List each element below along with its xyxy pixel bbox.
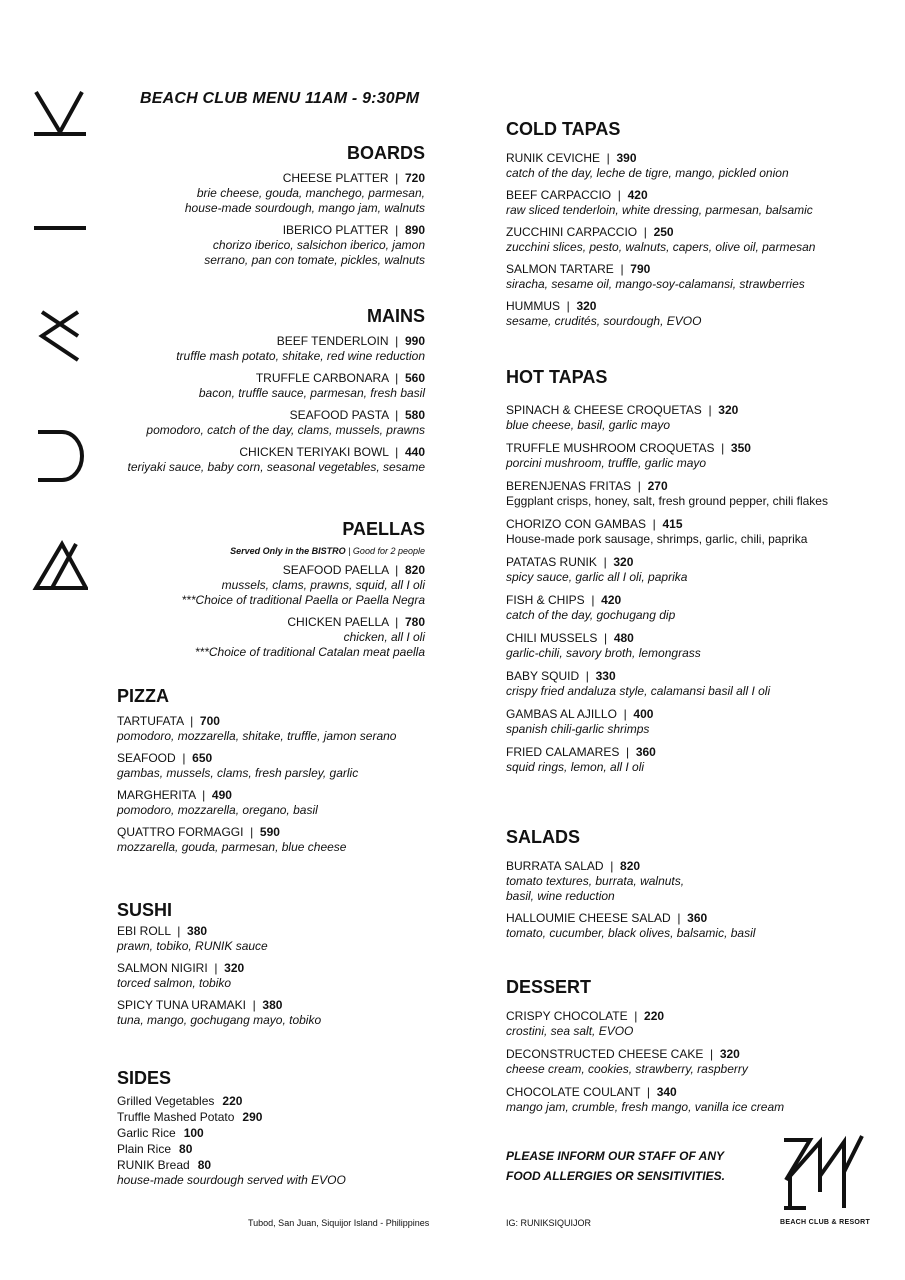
item-name-line [506,668,886,684]
item-description: House-made pork sausage, shrimps, garlic, chili, paprika [506,532,808,546]
item-price: 400 [633,707,654,721]
item-name-line [506,516,886,532]
item-description: chicken, all I oli [343,630,425,644]
price-separator: | [183,714,200,728]
item-description: crispy fried andaluza style, calamansi basil all I oli [506,684,771,698]
item-name: TARTUFATA [117,714,184,728]
item-name: HALLOUMIE CHEESE SALAD [506,911,671,925]
side-item [117,1157,437,1173]
item-name-line [110,222,425,238]
item-price: 890 [404,223,425,237]
item-name-line [506,478,886,494]
item-description: raw sliced tenderloin, white dressing, parmesan, balsamic [506,203,813,217]
item-description: blue cheese, basil, garlic mayo [506,418,671,432]
menu-item [506,516,886,547]
page-title: BEACH CLUB MENU 11AM - 9:30PM [140,90,420,107]
item-name: CHEESE PLATTER [282,171,389,185]
side-item [117,1125,437,1141]
item-description: brie cheese, gouda, manchego, parmesan, [196,186,425,200]
rune-u-icon [32,200,88,256]
menu-item [506,150,886,181]
section-title: BOARDS [346,143,425,163]
section-title: MAINS [367,306,425,326]
menu-items [117,713,437,855]
price-separator: | [701,403,719,417]
side-item [117,1141,437,1157]
item-name-line [506,858,886,874]
logo-tagline: BEACH CLUB & RESORT [780,1219,871,1226]
price-separator: | [646,517,663,531]
price-separator: | [195,788,212,802]
side-name: Plain Rice [117,1142,172,1156]
section-title: SALADS [506,827,581,847]
item-price: 270 [647,479,668,493]
menu-item [506,592,886,623]
section-dessert [506,977,886,1122]
price-separator: | [560,299,577,313]
side-price: 100 [183,1126,204,1140]
item-description: chorizo iberico, salsichon iberico, jamon [212,238,425,252]
item-name-line [506,910,886,926]
item-price: 390 [616,151,637,165]
menu-item [117,960,437,991]
menu-item [506,478,886,509]
menu-item [506,440,886,471]
item-name: CHICKEN PAELLA [287,615,389,629]
section-title: SUSHI [117,900,173,920]
menu-item [110,370,425,401]
item-price: 320 [719,1047,740,1061]
menu-item [117,750,437,781]
rune-k-icon [32,538,88,594]
price-separator: | [603,859,621,873]
section-mains [110,306,425,481]
item-price: 360 [635,745,656,759]
item-name: HUMMUS [506,299,560,313]
item-description: Eggplant crisps, honey, salt, fresh ground pepper, chili flakes [506,494,828,508]
item-name-line [506,706,886,722]
item-name-line [110,333,425,349]
item-name-line [110,407,425,423]
item-name-line [110,614,425,630]
menu-item [117,923,437,954]
menu-item [506,1008,886,1039]
item-price: 320 [224,961,245,975]
item-name: FRIED CALAMARES [506,745,620,759]
item-name-line [117,824,437,840]
section-salads [506,827,886,947]
item-name: BERENJENAS FRITAS [506,479,632,493]
sides-note: house-made sourdough served with EVOO [117,1173,346,1187]
item-description: torced salmon, tobiko [117,976,232,990]
item-description: catch of the day, gochugang dip [506,608,676,622]
item-name: GAMBAS AL AJILLO [506,707,617,721]
item-price: 790 [630,262,651,276]
item-name: SEAFOOD PAELLA [282,563,389,577]
price-separator: | [245,998,263,1012]
item-description: house-made sourdough, mango jam, walnuts [184,201,425,215]
footer-address: Tubod, San Juan, Siquijor Island - Philippines [248,1218,430,1228]
item-description: pomodoro, catch of the day, clams, mussels, prawns [146,423,425,437]
item-description: pomodoro, mozzarella, oregano, basil [117,803,318,817]
item-name: CRISPY CHOCOLATE [506,1009,628,1023]
item-name: QUATTRO FORMAGGI [117,825,244,839]
side-price: 80 [197,1158,212,1172]
item-name-line [506,630,886,646]
rune-r-icon [32,88,88,144]
item-description: serrano, pan con tomate, pickles, walnuts [204,253,425,267]
price-separator: | [714,441,731,455]
price-separator: | [600,151,617,165]
item-price: 320 [613,555,634,569]
menu-item [506,910,886,941]
menu-item [110,562,425,608]
item-price: 320 [718,403,739,417]
served-note-bold: Served Only in the BISTRO [230,546,346,556]
item-name-line [506,554,886,570]
price-separator: | [631,479,648,493]
menu-item [506,706,886,737]
side-price: 220 [222,1094,243,1108]
item-price: 700 [199,714,220,728]
footer-instagram: IG: RUNIKSIQUIJOR [506,1218,592,1228]
item-price: 650 [192,751,213,765]
item-name: IBERICO PLATTER [282,223,389,237]
menu-item [110,407,425,438]
menu-item [506,668,886,699]
side-price: 80 [179,1142,193,1156]
menu-item [110,222,425,268]
item-name: BURRATA SALAD [506,859,604,873]
menu-items [506,150,886,329]
item-description: squid rings, lemon, all I oli [506,760,645,774]
rune-i-icon [32,428,88,484]
item-name-line [117,960,437,976]
section-title: DESSERT [506,977,592,997]
item-price: 350 [730,441,751,455]
item-name-line [117,997,437,1013]
price-separator: | [388,445,405,459]
section-title: PAELLAS [342,519,425,539]
menu-item [506,744,886,775]
menu-items [110,562,425,660]
item-price: 220 [644,1009,665,1023]
item-name-line [506,744,886,760]
served-note-rest: | Good for 2 people [345,546,425,556]
menu-item [117,787,437,818]
item-description: ***Choice of traditional Paella or Paella Negra [181,593,425,607]
item-price: 590 [259,825,280,839]
item-description: tuna, mango, gochugang mayo, tobiko [117,1013,322,1027]
item-name: CHORIZO CON GAMBAS [506,517,647,531]
item-name: SPINACH & CHEESE CROQUETAS [506,403,702,417]
menu-item [506,1046,886,1077]
item-price: 490 [211,788,232,802]
item-name-line [506,150,886,166]
item-price: 820 [620,859,641,873]
item-description: cheese cream, cookies, strawberry, raspberry [506,1062,748,1076]
sides-list [117,1093,437,1173]
item-name-line [110,444,425,460]
item-description: tomato textures, burrata, walnuts, [506,874,685,888]
allergy-notice [506,1146,725,1186]
item-name: ZUCCHINI CARPACCIO [506,225,638,239]
item-description: siracha, sesame oil, mango-soy-calamansi, strawberries [506,277,805,291]
section-sides [117,1068,437,1188]
item-name: SPICY TUNA URAMAKI [117,998,246,1012]
menu-item [110,333,425,364]
price-separator: | [703,1047,720,1061]
section-hot-tapas [506,367,886,782]
item-name: SEAFOOD [117,751,176,765]
item-price: 415 [662,517,683,531]
menu-item [506,1084,886,1115]
item-price: 480 [613,631,634,645]
item-price: 420 [627,188,648,202]
item-description: mango jam, crumble, fresh mango, vanilla ice cream [506,1100,785,1114]
item-description: bacon, truffle sauce, parmesan, fresh basil [198,386,425,400]
menu-item [506,224,886,255]
item-price: 380 [262,998,283,1012]
menu-item [117,997,437,1028]
item-price: 990 [404,334,425,348]
item-description: mussels, clams, prawns, squid, all I oli [221,578,425,592]
item-price: 560 [404,371,425,385]
menu-items [110,170,425,268]
item-description: basil, wine reduction [506,889,615,903]
item-price: 320 [576,299,597,313]
item-name: PATATAS RUNIK [506,555,597,569]
item-name-line [117,713,437,729]
price-separator: | [388,171,405,185]
price-separator: | [207,961,225,975]
section-pizza [117,686,437,861]
price-separator: | [611,188,628,202]
item-price: 340 [656,1085,677,1099]
item-name-line [506,1046,886,1062]
price-separator: | [388,408,405,422]
item-name: CHICKEN TERIYAKI BOWL [239,445,389,459]
item-name: CHOCOLATE COULANT [506,1085,641,1099]
item-price: 420 [601,593,622,607]
menu-item [117,713,437,744]
item-name: SALMON NIGIRI [117,961,208,975]
section-title: PIZZA [117,686,169,706]
item-description: ***Choice of traditional Catalan meat paella [194,645,425,659]
price-separator: | [175,751,193,765]
price-separator: | [388,563,405,577]
runik-monogram-icon [780,1132,870,1210]
side-name: RUNIK Bread [117,1158,190,1172]
item-name: EBI ROLL [117,924,171,938]
item-name-line [506,224,886,240]
allergy-line: PLEASE INFORM OUR STAFF OF ANY [506,1149,724,1163]
menu-items [110,333,425,475]
price-separator: | [616,707,634,721]
menu-item [506,858,886,904]
item-description: porcini mushroom, truffle, garlic mayo [506,456,707,470]
menu-items [506,402,886,775]
section-title: COLD TAPAS [506,119,621,139]
item-description: gambas, mussels, clams, fresh parsley, garlic [117,766,359,780]
item-name-line [117,750,437,766]
item-name: CHILI MUSSELS [506,631,598,645]
price-separator: | [388,223,405,237]
price-separator: | [640,1085,657,1099]
price-separator: | [627,1009,645,1023]
item-description: truffle mash potato, shitake, red wine reduction [176,349,425,363]
item-name-line [506,1008,886,1024]
item-name: RUNIK CEVICHE [506,151,601,165]
item-name-line [117,787,437,803]
item-description: spanish chili-garlic shrimps [506,722,650,736]
section-boards [110,143,425,274]
item-name-line [117,923,437,939]
side-price: 290 [242,1110,263,1124]
menu-items [506,858,886,941]
price-separator: | [596,555,614,569]
item-description: catch of the day, leche de tigre, mango, pickled onion [506,166,789,180]
price-separator: | [388,371,405,385]
item-name-line [110,562,425,578]
section-title: HOT TAPAS [506,367,608,387]
menu-item [506,630,886,661]
menu-item [506,402,886,433]
item-price: 380 [187,924,208,938]
item-name-line [110,170,425,186]
item-name: BABY SQUID [506,669,580,683]
price-separator: | [579,669,596,683]
item-description: zucchini slices, pesto, walnuts, capers, olive oil, parmesan [506,240,816,254]
item-name-line [506,187,886,203]
brand-logo [780,1132,870,1226]
item-name: FISH & CHIPS [506,593,585,607]
item-name: MARGHERITA [117,788,196,802]
item-name: TRUFFLE MUSHROOM CROQUETAS [506,441,715,455]
item-description: prawn, tobiko, RUNIK sauce [117,939,268,953]
item-description: tomato, cucumber, black olives, balsamic, basil [506,926,756,940]
price-separator: | [243,825,260,839]
price-separator: | [613,262,631,276]
item-name: TRUFFLE CARBONARA [255,371,389,385]
price-separator: | [584,593,602,607]
menu-item [506,187,886,218]
section-paellas [110,519,425,666]
price-separator: | [670,911,688,925]
price-separator: | [170,924,188,938]
item-name: DECONSTRUCTED CHEESE CAKE [506,1047,704,1061]
menu-item [506,554,886,585]
menu-items [117,923,437,1028]
item-description: teriyaki sauce, baby corn, seasonal vegetables, sesame [127,460,425,474]
price-separator: | [619,745,636,759]
item-description: crostini, sea salt, EVOO [506,1024,634,1038]
item-price: 820 [404,563,425,577]
side-name: Truffle Mashed Potato [117,1110,235,1124]
item-description: sesame, crudités, sourdough, EVOO [506,314,702,328]
item-name: SEAFOOD PASTA [289,408,389,422]
price-separator: | [388,615,405,629]
item-price: 330 [595,669,616,683]
price-separator: | [388,334,405,348]
item-name-line [506,261,886,277]
item-price: 720 [404,171,425,185]
side-name: Grilled Vegetables [117,1094,215,1108]
price-separator: | [637,225,654,239]
item-name-line [506,402,886,418]
item-price: 440 [404,445,425,459]
menu-item [110,170,425,216]
menu-item [117,824,437,855]
item-name: BEEF CARPACCIO [506,188,612,202]
side-item [117,1093,437,1109]
menu-item [110,614,425,660]
item-name-line [506,440,886,456]
item-description: mozzarella, gouda, parmesan, blue cheese [117,840,347,854]
item-name-line [506,298,886,314]
menu-items [506,1008,886,1115]
section-title: SIDES [117,1068,172,1088]
item-price: 360 [687,911,708,925]
allergy-line: FOOD ALLERGIES OR SENSITIVITIES. [506,1169,725,1183]
rune-n-icon [32,308,88,364]
item-price: 780 [404,615,425,629]
menu-item [110,444,425,475]
item-name-line [506,1084,886,1100]
section-sushi [117,900,437,1034]
served-note [110,546,425,556]
item-name: SALMON TARTARE [506,262,614,276]
item-price: 580 [404,408,425,422]
menu-item [506,298,886,329]
item-name: BEEF TENDERLOIN [276,334,389,348]
side-item [117,1109,437,1125]
item-name-line [506,592,886,608]
item-price: 250 [653,225,674,239]
item-name-line [110,370,425,386]
item-description: pomodoro, mozzarella, shitake, truffle, jamon serano [117,729,397,743]
side-name: Garlic Rice [117,1126,176,1140]
menu-item [506,261,886,292]
price-separator: | [597,631,614,645]
item-description: spicy sauce, garlic all I oli, paprika [506,570,688,584]
section-cold-tapas [506,119,886,335]
item-description: garlic-chili, savory broth, lemongrass [506,646,701,660]
